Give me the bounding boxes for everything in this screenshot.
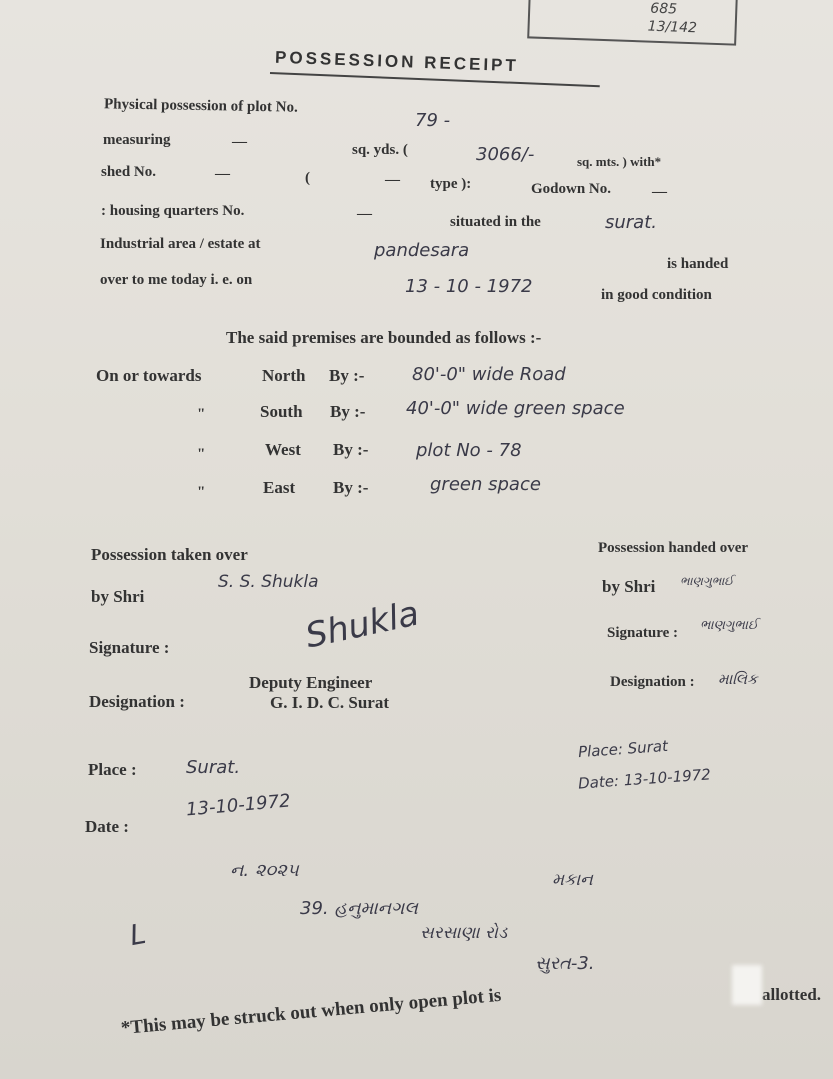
- east-value: green space: [430, 474, 541, 495]
- shed-value: —: [215, 166, 230, 182]
- footnote-text: *This may be struck out when only open plot is: [120, 984, 503, 1040]
- stamp-number: 685: [650, 0, 678, 18]
- situated-value: surat.: [605, 212, 657, 233]
- handed-label: is handed: [667, 256, 729, 272]
- type-label: type ):: [430, 176, 472, 192]
- note-line4: સુરત-3.: [535, 953, 595, 974]
- shed-label: shed No.: [101, 164, 157, 180]
- west-label: West: [265, 440, 301, 459]
- handed-designation-value: માલિક: [718, 670, 758, 688]
- handed-date-value: Date: 13-10-1972: [577, 765, 712, 793]
- east-ditto: ": [197, 484, 206, 500]
- godown-label: Godown No.: [531, 181, 612, 197]
- east-label: East: [263, 478, 296, 497]
- taken-designation-line2: G. I. D. C. Surat: [270, 693, 390, 712]
- note-initial: L: [127, 916, 149, 953]
- handed-date-value: 13 - 10 - 1972: [405, 276, 533, 297]
- west-value: plot No - 78: [416, 440, 522, 461]
- south-by: By :-: [330, 402, 366, 421]
- north-by: By :-: [329, 366, 365, 385]
- office-stamp: [527, 0, 738, 46]
- handed-designation-label: Designation :: [610, 674, 695, 690]
- handed-signature-label: Signature :: [607, 625, 678, 641]
- taken-date-value: 13-10-1972: [185, 790, 292, 821]
- type-value: —: [385, 172, 400, 188]
- condition-label: in good condition: [601, 287, 712, 303]
- north-label: North: [262, 366, 306, 385]
- stamp-reference: 13/142: [647, 18, 698, 37]
- taken-by-shri-label: by Shri: [91, 587, 145, 606]
- title-underline: [270, 72, 600, 87]
- taken-signature-label: Signature :: [89, 638, 170, 657]
- taken-date-label: Date :: [85, 817, 129, 836]
- south-label: South: [260, 402, 303, 421]
- taken-designation-label: Designation :: [89, 692, 185, 711]
- note-line2: 39. હનુમાનગલ: [300, 898, 418, 919]
- measuring-label: measuring: [103, 132, 171, 148]
- handed-over-label: over to me today i. e. on: [100, 272, 253, 288]
- taken-over-label: Possession taken over: [91, 545, 248, 564]
- note-line1: ન. ૨૦૨૫: [230, 860, 299, 881]
- handed-signature-value: ભાણગુભાઈ: [700, 618, 759, 633]
- bounds-intro: The said premises are bounded as follows :-: [226, 328, 542, 347]
- footnote-tail: allotted.: [762, 985, 822, 1004]
- sq-yds-label: sq. yds. (: [352, 142, 408, 158]
- south-ditto: ": [197, 406, 206, 422]
- possession-label: Physical possession of plot No.: [103, 96, 298, 116]
- paper-smudge: [732, 965, 762, 1005]
- handed-place-value: Place: Surat: [577, 736, 669, 762]
- taken-place-label: Place :: [88, 760, 137, 779]
- measuring-value: —: [232, 134, 247, 150]
- south-value: 40'-0" wide green space: [406, 398, 625, 419]
- handed-by-shri-value: ભાણગુભાઈ: [680, 574, 734, 588]
- industrial-value: pandesara: [374, 240, 470, 261]
- sq-mts-label: sq. mts. ) with*: [577, 154, 662, 169]
- handed-by-shri-label: by Shri: [602, 577, 656, 596]
- taken-place-value: Surat.: [186, 757, 241, 778]
- taken-designation-line1: Deputy Engineer: [249, 673, 373, 692]
- housing-label: : housing quarters No.: [101, 203, 245, 219]
- north-value: 80'-0" wide Road: [412, 364, 566, 385]
- type-paren: (: [305, 170, 310, 186]
- plot-number-value: 79 -: [415, 110, 451, 131]
- note-line1b: મકાન: [552, 870, 593, 890]
- taken-by-shri-value: S. S. Shukla: [218, 572, 319, 592]
- note-line3: સરસાણા રોડ: [420, 923, 508, 943]
- sq-mts-value: 3066/-: [476, 144, 535, 165]
- east-by: By :-: [333, 478, 369, 497]
- page-title: POSSESSION RECEIPT: [274, 47, 520, 76]
- taken-signature-value: Shukla: [302, 593, 423, 657]
- north-prefix: On or towards: [96, 366, 202, 385]
- godown-value: —: [652, 184, 667, 200]
- industrial-label: Industrial area / estate at: [100, 236, 261, 252]
- handed-over-label-right: Possession handed over: [598, 540, 749, 556]
- west-ditto: ": [197, 446, 206, 462]
- situated-label: situated in the: [450, 214, 541, 230]
- housing-value: —: [357, 206, 372, 222]
- west-by: By :-: [333, 440, 369, 459]
